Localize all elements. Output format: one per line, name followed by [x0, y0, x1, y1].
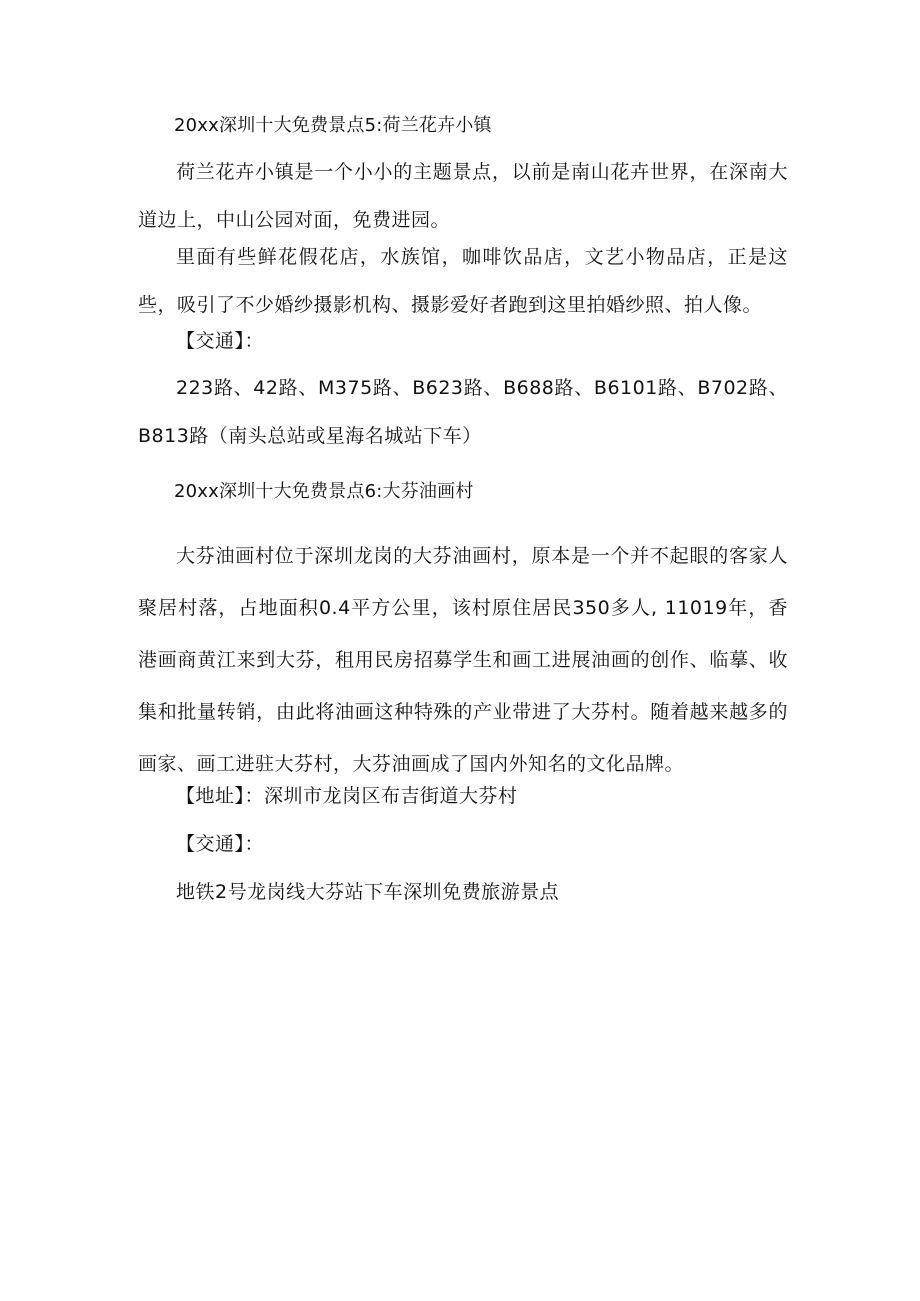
paragraph-flower-town-intro: 荷兰花卉小镇是一个小小的主题景点，以前是南山花卉世界，在深南大道边上，中山公园对面，免费进园。	[138, 161, 788, 231]
paragraph-traffic-5: 223路、42路、M375路、B623路、B688路、B6101路、B702路、B813路（南头总站或星海名城站下车）	[138, 377, 788, 447]
paragraph-dafen-intro: 大芬油画村位于深圳龙岗的大芬油画村，原本是一个并不起眼的客家人聚居村落，占地面积0.4平方公里，该村原住居民350多人, 11019年，香港画商黄江来到大芬，租用民房招募学生和画工进展油画的创作、临摹、收集和批量转销，由此将油画这种特殊的产业带进了大芬村。随着越来越多的画家、画工进驻大芬村，大芬油画成了国内外知名的文化品牌。	[138, 545, 788, 775]
traffic-label-6: 【交通】：	[176, 833, 265, 855]
paragraph-traffic-6: 地铁2号龙岗线大芬站下车深圳免费旅游景点	[176, 881, 560, 903]
traffic-label-5: 【交通】：	[176, 330, 265, 352]
paragraph-flower-town-detail: 里面有些鲜花假花店，水族馆，咖啡饮品店，文艺小物品店，正是这些，吸引了不少婚纱摄影机构、摄影爱好者跑到这里拍婚纱照、拍人像。	[138, 246, 788, 316]
paragraph-address-6: 【地址】：深圳市龙岗区布吉街道大芬村	[176, 785, 518, 807]
section-heading-6: 20xx深圳十大免费景点6:大芬油画村	[174, 481, 474, 502]
section-heading-5: 20xx深圳十大免费景点5:荷兰花卉小镇	[174, 115, 492, 136]
